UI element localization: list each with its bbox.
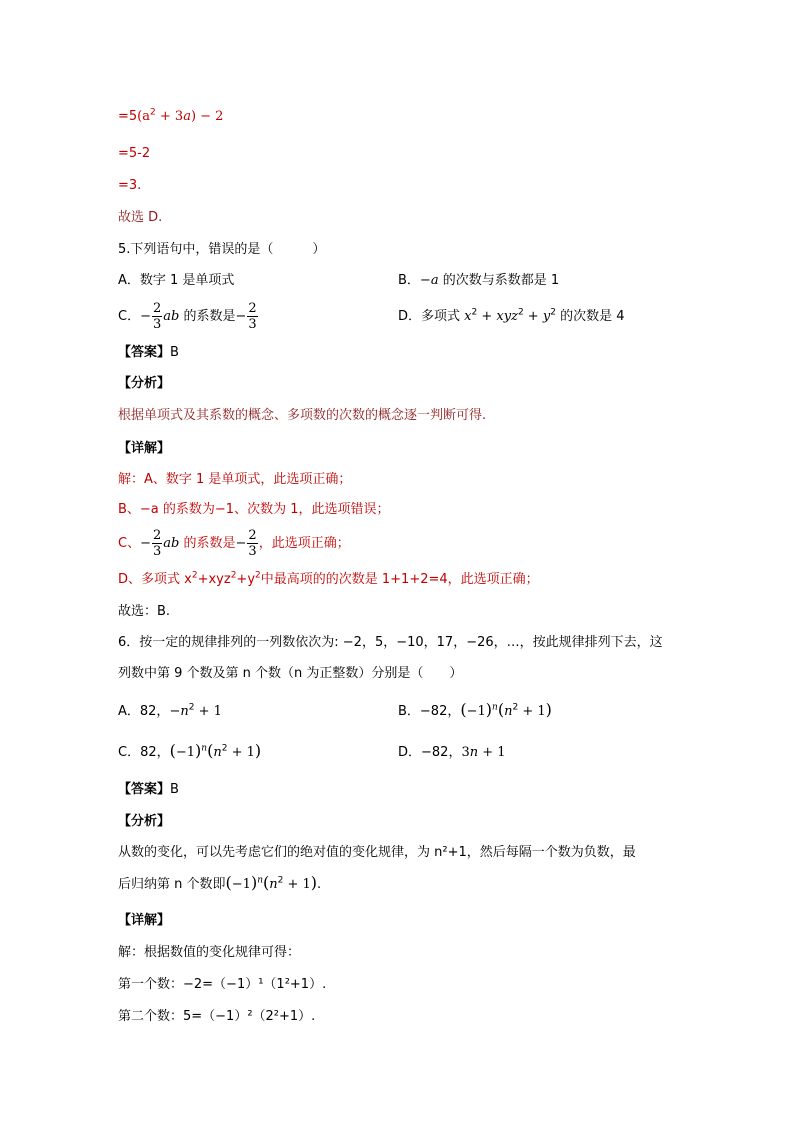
analysis-q5: 根据单项式及其系数的概念、多项数的次数的概念逐一判断可得. xyxy=(118,408,487,423)
detail-q5-1: 解：A、数字 1 是单项式，此选项正确； xyxy=(118,472,352,487)
detail-q6-1: 解：根据数值的变化规律可得： xyxy=(118,945,301,960)
answer-q6: 【答案】B xyxy=(118,782,179,797)
q5-option-b: B．−a 的次数与系数都是 1 xyxy=(398,273,560,288)
fraction-two-thirds: $\frac{2}{3}$ xyxy=(152,301,162,332)
analysis-q6-line-2: 后归纳第 n 个数即$(-1)^n(n^2 + 1)$. xyxy=(118,873,322,892)
analysis-label-q5: 【分析】 xyxy=(118,376,171,391)
answer-q5: 【答案】B xyxy=(118,345,179,360)
choose-d: 故选 D. xyxy=(118,210,163,225)
detail-label-q6: 【详解】 xyxy=(118,913,171,928)
analysis-label-q6: 【分析】 xyxy=(118,814,171,829)
q6-option-d: D．−82，3n + 1 xyxy=(398,745,506,760)
calc-prefix: =5 xyxy=(118,109,138,124)
analysis-q6-line-1: 从数的变化，可以先考虑它们的绝对值的变化规律，为 n²+1，然后每隔一个数为负数，最 xyxy=(118,845,636,860)
detail-q5-5: 故选：B. xyxy=(118,604,171,619)
detail-q5-2: B、−a 的系数为−1、次数为 1，此选项错误； xyxy=(118,502,390,517)
q5-option-c: C．− $\frac{2}{3}$ ab 的系数是− $\frac{2}{3}$ xyxy=(118,301,257,332)
detail-q5-3: C、− $\frac{2}{3}$ ab 的系数是− $\frac{2}{3}$ ，此选项正确； xyxy=(118,528,350,559)
detail-q5-4: D、多项式 $x^2+xyz^2+y^2$中最高项的的次数是 1+1+2=4，此选项正确； xyxy=(118,570,539,587)
detail-q6-2: 第一个数：−2=（−1）¹（1²+1）. xyxy=(118,977,327,992)
calc-line-1: $=5(a^2 + 3a) - 2$ xyxy=(118,107,224,124)
detail-label-q5: 【详解】 xyxy=(118,441,171,456)
q6-option-b: B．−82，$(-1)^n(n^2 + 1)$ xyxy=(398,700,552,719)
detail-q6-3: 第二个数：5=（−1）²（2²+1）. xyxy=(118,1009,316,1024)
q5-option-a: A．数字 1 是单项式 xyxy=(118,273,235,288)
calc-line-3: =3. xyxy=(118,178,142,193)
q5-option-d: D．多项式 $x^2 + xyz^2 + y^2$ 的次数是 4 xyxy=(398,307,625,324)
calc-line-2: =5-2 xyxy=(118,146,151,161)
question-6-line-2: 列数中第 9 个数及第 n 个数（n 为正整数）分别是（ ） xyxy=(118,666,463,681)
q6-option-a: A．82，$-n^2 + 1$ xyxy=(118,702,222,719)
question-6-line-1: 6．按一定的规律排列的一列数依次为: −2，5，−10，17，−26，…，按此规律排列下去，这 xyxy=(118,635,663,650)
q6-option-c: C．82，$(-1)^n(n^2 + 1)$ xyxy=(118,741,262,760)
question-5: 5.下列语句中，错误的是（ ） xyxy=(118,242,326,257)
